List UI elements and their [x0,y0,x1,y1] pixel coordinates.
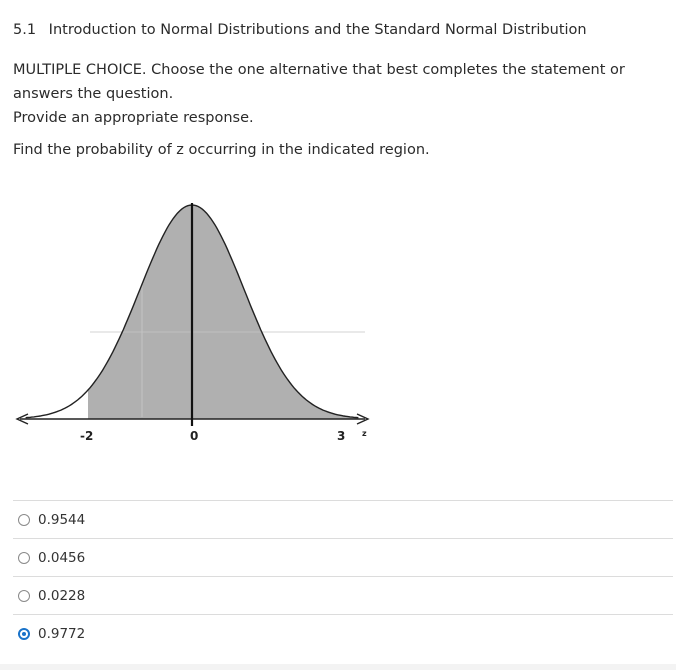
choice-label: 0.0456 [38,549,86,566]
answer-choices [13,500,673,652]
instruction-text: MULTIPLE CHOICE. Choose the one alternative that best completes the statement or answers the question. [13,62,625,102]
shaded-region [88,205,358,419]
choice-option[interactable] [13,538,673,576]
radio-button[interactable] [18,514,30,526]
radio-button[interactable] [18,628,30,640]
section-title: Introduction to Normal Distributions and the Standard Normal Distribution [48,22,587,38]
radio-button[interactable] [18,590,30,602]
choice-option[interactable] [13,614,673,652]
page-footer-bar [0,664,676,670]
choice-option[interactable] [13,500,673,538]
choice-label: 0.0228 [38,587,86,604]
radio-button[interactable] [18,552,30,564]
section-heading [13,22,587,38]
instruction-subtext: Provide an appropriate response. [13,110,254,126]
axis-label-z: z [362,429,367,438]
question-text: Find the probability of z occurring in the indicated region. [13,142,430,158]
section-number: 5.1 [13,22,37,38]
choice-label: 0.9544 [38,511,86,528]
instructions [13,58,663,130]
tick-label-3: 3 [337,429,346,443]
normal-curve-figure [10,195,380,450]
tick-label-neg2: -2 [80,429,94,443]
choice-label: 0.9772 [38,625,86,642]
tick-label-0: 0 [190,429,199,443]
choice-option[interactable] [13,576,673,614]
